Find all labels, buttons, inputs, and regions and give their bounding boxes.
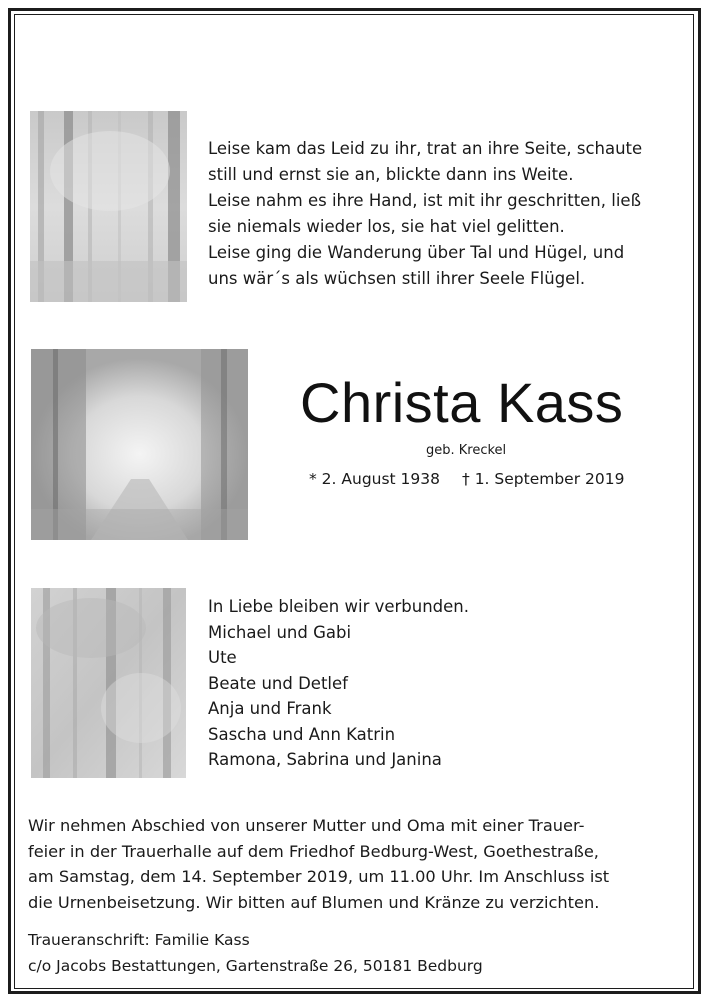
notice-line: die Urnenbeisetzung. Wir bitten auf Blumen und Kränze zu verzichten.: [28, 892, 600, 912]
forest-trees-photo: [31, 588, 186, 778]
address-line: c/o Jacobs Bestattungen, Gartenstraße 26, 50181 Bedburg: [28, 956, 483, 975]
life-dates: [309, 470, 624, 488]
family-member: Michael und Gabi: [208, 622, 352, 642]
family-member: Ute: [208, 648, 237, 667]
address-line: Traueranschrift: Familie Kass: [28, 931, 250, 949]
family-list: [208, 594, 469, 773]
poem-line: still und ernst sie an, blickte dann ins Weite.: [208, 165, 574, 184]
birth-date: * 2. August 1938: [309, 470, 441, 488]
death-date: † 1. September 2019: [462, 470, 625, 488]
notice-line: feier in der Trauerhalle auf dem Friedhof Bedburg-West, Goethestraße,: [28, 841, 599, 861]
poem: [208, 136, 642, 292]
family-intro: In Liebe bleiben wir verbunden.: [208, 597, 470, 616]
forest-path-photo: [31, 349, 248, 540]
family-member: Sascha und Ann Katrin: [208, 724, 396, 744]
misty-forest-photo: [30, 111, 187, 302]
notice-line: Wir nehmen Abschied von unserer Mutter und Oma mit einer Trauer-: [28, 816, 585, 835]
notice-line: am Samstag, dem 14. September 2019, um 11.00 Uhr. Im Anschluss ist: [28, 867, 610, 886]
funeral-notice: [28, 813, 686, 915]
poem-line: Leise ging die Wanderung über Tal und Hügel, und: [208, 243, 625, 262]
deceased-name: Christa Kass: [300, 371, 624, 434]
poem-line: Leise nahm es ihre Hand, ist mit ihr geschritten, ließ: [208, 191, 641, 210]
poem-line: sie niemals wieder los, sie hat viel gelitten.: [208, 217, 565, 236]
birth-name: geb. Kreckel: [426, 443, 507, 458]
poem-line: uns wär´s als wüchsen still ihrer Seele Flügel.: [208, 269, 586, 288]
family-member: Anja und Frank: [208, 699, 332, 718]
mourning-address: [28, 928, 483, 979]
poem-line: Leise kam das Leid zu ihr, trat an ihre Seite, schaute: [208, 139, 643, 158]
family-member: Beate und Detlef: [208, 673, 348, 693]
family-member: Ramona, Sabrina und Janina: [208, 750, 442, 769]
